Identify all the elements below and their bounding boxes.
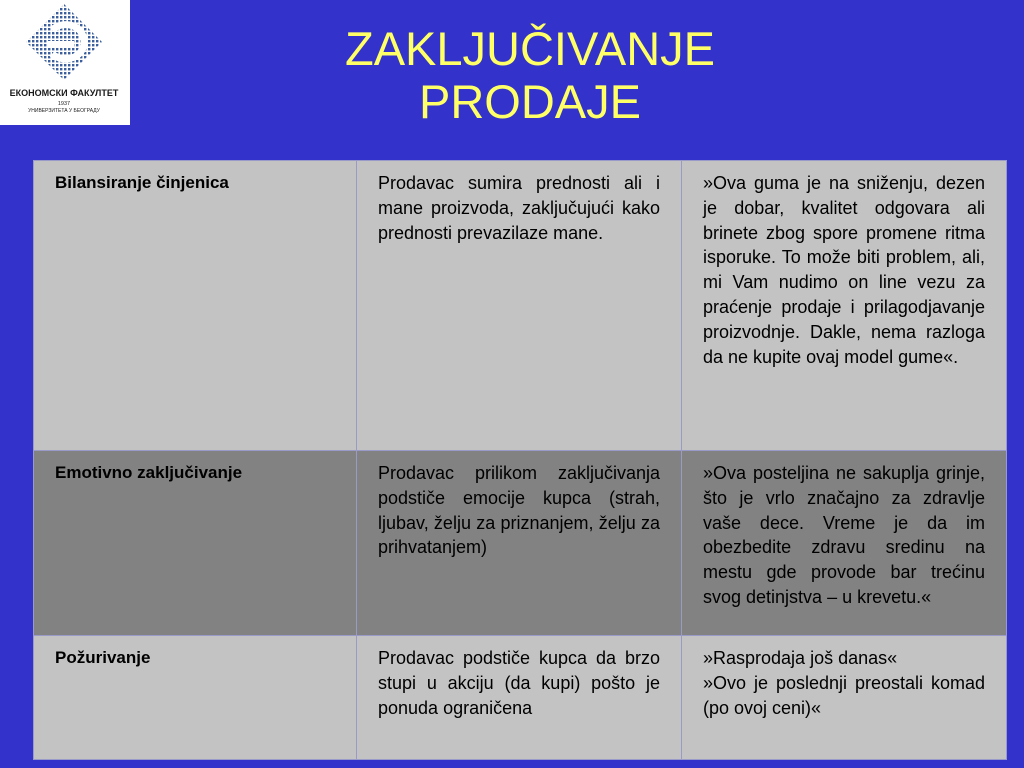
table-cell-description (357, 451, 682, 636)
technique-description: Prodavac podstiče kupca da brzo stupi u akciju (da kupi) pošto je ponuda ograničena (378, 648, 660, 718)
technique-label: Emotivno zaključivanje (55, 463, 243, 482)
technique-example: »Ova posteljina ne sakuplja grinje, što je vrlo značajno za zdravlje vaše dece. Vreme je da im obezbedite zdravu sredinu na mestu gde provode bar trećinu svog detinjstva – u krevetu.« (703, 463, 985, 607)
technique-description: Prodavac prilikom zaključivanja podstiče emocije kupca (strah, ljubav, želju za priznanjem, želju za prihvatanjem) (378, 463, 660, 558)
technique-description: Prodavac sumira prednosti ali i mane proizvoda, zaključujući kako prednosti prevazilaze mane. (378, 173, 660, 243)
technique-label: Bilansiranje činjenica (55, 173, 229, 192)
technique-example: »Ova guma je na sniženju, dezen je dobar, kvalitet odgovara ali brinete zbog spore promene ritma isporuke. To može biti problem, ali, mi Vam nudimo on line vezu za praćenje prodaje i prilagodjavanje proizvodnje. Dakle, nema razloga da ne kupite ovaj model gume«. (703, 173, 985, 367)
title-line-2: PRODAJE (419, 75, 641, 128)
table-row (34, 451, 1007, 636)
logo-year-text: 1937 (57, 101, 71, 107)
page-title (200, 22, 860, 128)
logo-name-text: ЕКОНОМСКИ ФАКУЛТЕТ (9, 88, 119, 98)
table-row (34, 636, 1007, 760)
table-cell-label (34, 451, 357, 636)
technique-label: Požurivanje (55, 648, 151, 667)
table-cell-label (34, 636, 357, 760)
table-cell-description (357, 636, 682, 760)
table-cell-example (682, 161, 1007, 451)
faculty-logo (0, 0, 130, 125)
table-cell-description (357, 161, 682, 451)
faculty-emblem-icon (0, 0, 130, 125)
table-cell-example (682, 451, 1007, 636)
table-cell-example (682, 636, 1007, 760)
logo-subline-text: УНИВЕРЗИТЕТА У БЕОГРАДУ (28, 108, 100, 114)
technique-example-line-2: »Ovo je poslednji preostali komad (po ovoj ceni)« (703, 672, 985, 718)
closing-techniques-table (33, 160, 1007, 760)
table-cell-label (34, 161, 357, 451)
table-row (34, 161, 1007, 451)
title-line-1: ZAKLJUČIVANJE (345, 22, 715, 75)
technique-example-line-1: »Rasprodaja još danas« (703, 648, 898, 668)
